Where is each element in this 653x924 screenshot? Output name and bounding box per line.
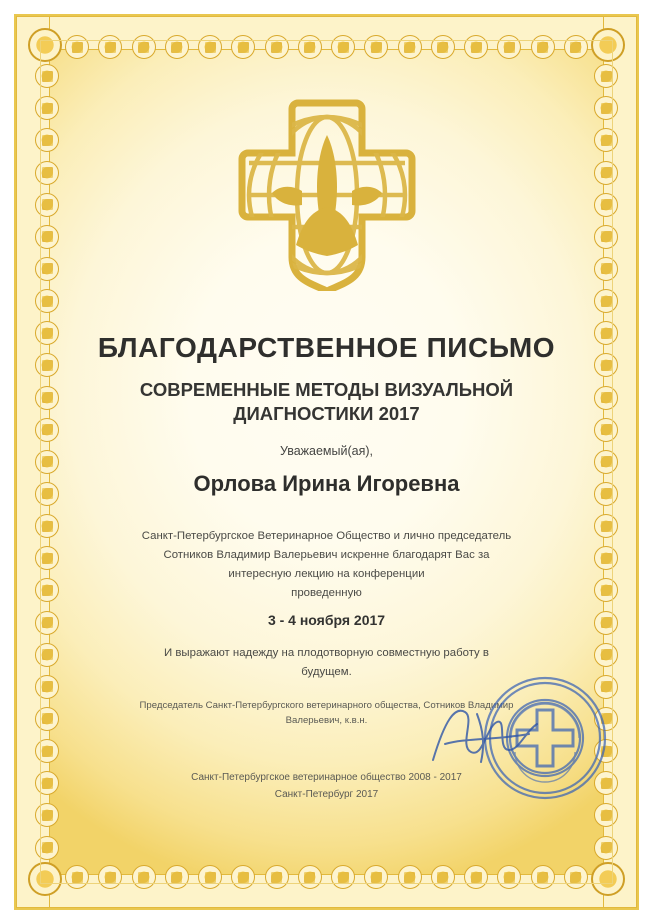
closing-text	[62, 644, 591, 681]
footer-block	[62, 769, 591, 803]
body-line-2: Сотников Владимир Валерьевич искренне благодарят Вас за	[163, 548, 490, 561]
body-line-4: проведенную	[291, 586, 362, 599]
event-subtitle-line-2: ДИАГНОСТИКИ 2017	[233, 403, 420, 425]
certificate-content	[62, 60, 591, 868]
organization-logo	[62, 88, 591, 298]
salutation: Уважаемый(ая),	[279, 444, 374, 459]
recipient-name: Орлова Ирина Игоревна	[193, 471, 460, 497]
signer-line-2: Валерьевич, к.в.н.	[285, 714, 368, 726]
signer-line-1: Председатель Санкт-Петербургского ветеринарного общества, Сотников Владимир	[139, 699, 514, 711]
body-text	[62, 527, 591, 602]
closing-line-1: И выражают надежду на плодотворную совместную работу в	[164, 647, 489, 660]
footer-line-2: Санкт-Петербург 2017	[274, 788, 379, 800]
footer-line-1: Санкт-Петербургское ветеринарное общество 2008 - 2017	[191, 771, 462, 783]
event-date: 3 - 4 ноября 2017	[267, 612, 386, 629]
signer-block	[62, 699, 591, 729]
body-line-1: Санкт-Петербургское Ветеринарное Общество и лично председатель	[141, 530, 512, 543]
event-subtitle-line-1: СОВРЕМЕННЫЕ МЕТОДЫ ВИЗУАЛЬНОЙ	[139, 379, 514, 400]
page-title: БЛАГОДАРСТВЕННОЕ ПИСЬМО	[97, 332, 556, 363]
closing-line-2: будущем.	[301, 665, 352, 678]
event-subtitle	[62, 378, 591, 426]
body-line-3: интересную лекцию на конференции	[228, 567, 425, 580]
